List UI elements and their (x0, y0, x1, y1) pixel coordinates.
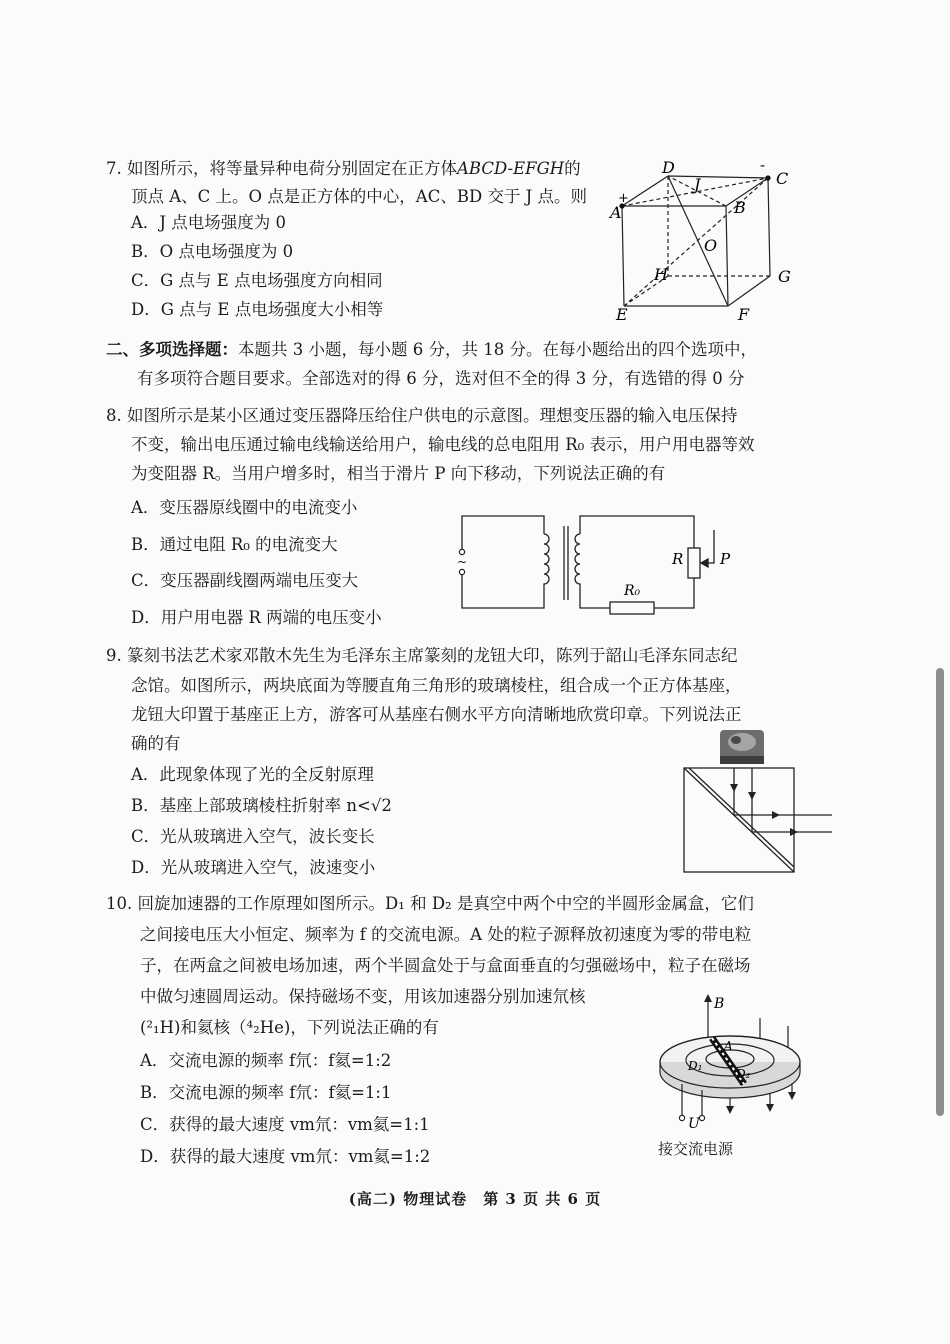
q10-label-u: U (688, 1116, 700, 1132)
q7-option-b: B．O 点电场强度为 0 (131, 242, 294, 261)
q7-label-a: A (610, 203, 622, 222)
q8-line-3: 为变阻器 R。当用户增多时，相当于滑片 P 向下移动，下列说法正确的有 (131, 464, 666, 483)
q10-line-4: 中做匀速圆周运动。保持磁场不变，用该加速器分别加速氘核 (140, 987, 586, 1006)
q10-label-d2: D₂ (736, 1067, 751, 1081)
q9-line-3: 龙钮大印置于基座正上方，游客可从基座右侧水平方向清晰地欣赏印章。下列说法正 (131, 705, 742, 724)
q8-line-1: 8. 如图所示是某小区通过变压器降压给住户供电的示意图。理想变压器的输入电压保持 (106, 406, 738, 425)
q7-label-o: O (704, 236, 718, 255)
q7-label-c: C (776, 169, 789, 188)
q9-option-b: B．基座上部玻璃棱柱折射率 n<√2 (131, 796, 392, 815)
q8-option-c: C．变压器副线圈两端电压变大 (131, 571, 359, 590)
q10-option-b: B．交流电源的频率 f氘：f氦=1:1 (140, 1083, 392, 1102)
q10-line-2: 之间接电压大小恒定、频率为 f 的交流电源。A 处的粒子源释放初速度为零的带电粒 (140, 925, 752, 944)
q8-transformer-circuit (452, 508, 752, 618)
q7-label-d: D (662, 158, 675, 177)
q10-option-a: A．交流电源的频率 f氘：f氦=1:2 (140, 1051, 392, 1070)
q9-line-1: 9. 篆刻书法艺术家邓散木先生为毛泽东主席篆刻的龙钮大印，陈列于韶山毛泽东同志纪 (106, 646, 738, 665)
q8-label-r0: R₀ (624, 583, 641, 599)
q7-label-e: E (616, 305, 628, 324)
q7-label-f: F (738, 305, 750, 324)
q9-option-c: C．光从玻璃进入空气，波长变长 (131, 827, 375, 846)
q8-number: 8. (106, 406, 122, 425)
q8-label-r: R (672, 550, 684, 568)
q7-label-j: J (694, 175, 701, 194)
q10-label-b: B (714, 996, 725, 1012)
q7-cube-figure (608, 158, 808, 326)
q8-label-p: P (720, 550, 731, 568)
q10-line-5: (²₁H)和氦核（⁴₂He)，下列说法正确的有 (140, 1018, 439, 1037)
page-footer: (高二) 物理试卷 第 3 页 共 6 页 (348, 1190, 602, 1208)
section2-line-2: 有多项符合题目要求。全部选对的得 6 分，选对但不全的得 3 分，有选错的得 0 分 (137, 369, 745, 388)
q10-number: 10. (106, 894, 133, 913)
q10-option-d: D．获得的最大速度 vm氘：vm氦=1:2 (140, 1147, 431, 1166)
q10-label-a: A (724, 1039, 733, 1053)
q10-figure-caption: 接交流电源 (658, 1140, 734, 1158)
q9-number: 9. (106, 646, 122, 665)
q7-label-minus: - (760, 158, 766, 174)
section2-title: 二、多项选择题： (106, 340, 238, 359)
q7-label-b: B (734, 198, 746, 217)
q8-label-ac: ~ (457, 555, 468, 569)
q9-prism-figure (676, 722, 836, 880)
q9-option-d: D．光从玻璃进入空气，波速变小 (131, 858, 376, 877)
q10-option-c: C．获得的最大速度 vm氘：vm氦=1:1 (140, 1115, 430, 1134)
q7-label-h: H (654, 265, 668, 284)
q7-number: 7. (106, 159, 122, 178)
q8-option-b: B．通过电阻 R₀ 的电流变大 (131, 535, 338, 554)
q7-label-g: G (778, 267, 791, 286)
q9-line-2: 念馆。如图所示，两块底面为等腰直角三角形的玻璃棱柱，组合成一个正方体基座， (131, 676, 742, 695)
q7-option-d: D．G 点与 E 点电场强度大小相等 (131, 300, 384, 319)
q9-line-4: 确的有 (131, 734, 181, 753)
q7-option-c: C．G 点与 E 点电场强度方向相同 (131, 271, 383, 290)
q10-label-d1: D₁ (688, 1059, 703, 1073)
q10-line-3: 子，在两盒之间被电场加速，两个半圆盒处于与盒面垂直的匀强磁场中，粒子在磁场 (140, 956, 751, 975)
q7-option-a: A．J 点电场强度为 0 (131, 213, 287, 232)
q10-cyclotron-figure (652, 992, 812, 1142)
q7-label-plus: + (618, 191, 629, 206)
q8-option-d: D．用户用电器 R 两端的电压变小 (131, 608, 382, 627)
section2-line-1: 二、多项选择题：本题共 3 小题，每小题 6 分，共 18 分。在每小题给出的四个选项中， (106, 340, 757, 359)
q7-line-2: 顶点 A、C 上。O 点是正方体的中心，AC、BD 交于 J 点。则 (131, 187, 588, 206)
q7-line-1: 7. 如图所示，将等量异种电荷分别固定在正方体ABCD-EFGH的 (106, 159, 581, 178)
q8-line-2: 不变，输出电压通过输电线输送给用户，输电线的总电阻用 R₀ 表示，用户用电器等效 (131, 435, 755, 454)
q9-option-a: A．此现象体现了光的全反射原理 (131, 765, 374, 784)
q8-option-a: A．变压器原线圈中的电流变小 (131, 498, 358, 517)
scrollbar[interactable] (936, 668, 944, 1116)
q10-line-1: 10. 回旋加速器的工作原理如图所示。D₁ 和 D₂ 是真空中两个中空的半圆形金属盒，它们 (106, 894, 754, 913)
